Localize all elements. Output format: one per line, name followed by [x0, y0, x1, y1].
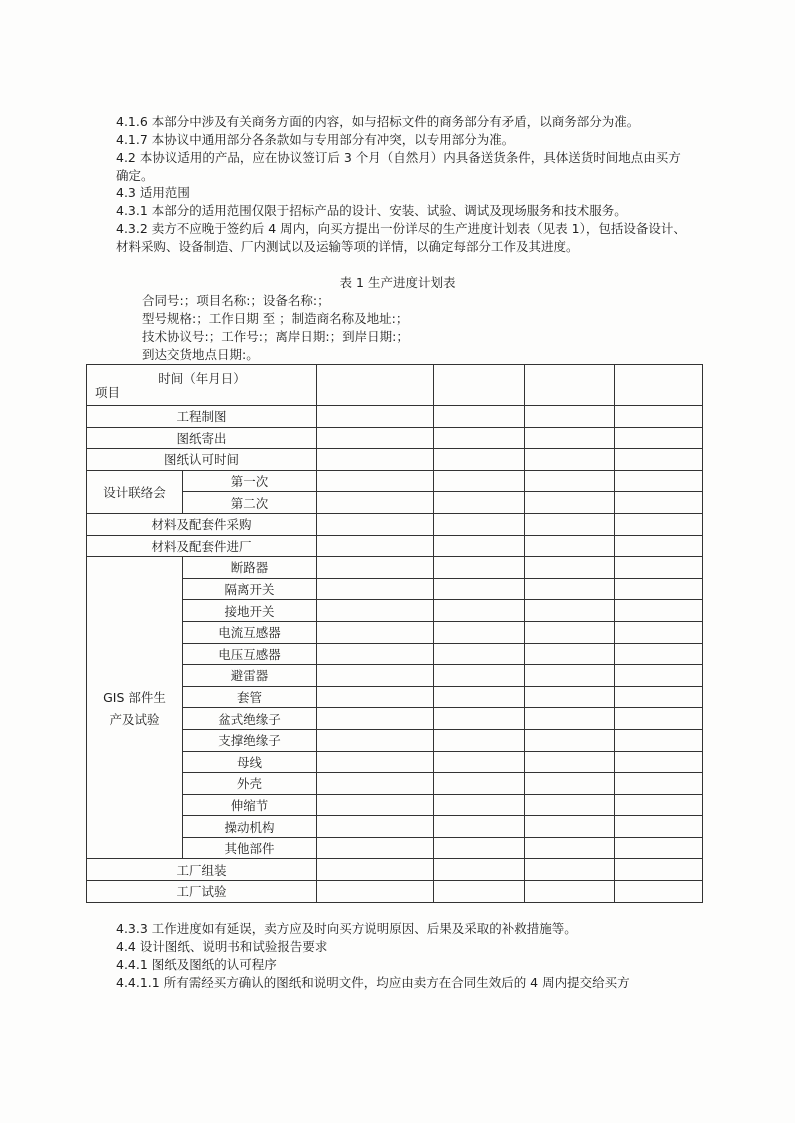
row-label: 操动机构: [183, 816, 317, 838]
row-label: 避雷器: [183, 665, 317, 687]
production-schedule-table: [86, 364, 703, 903]
row-label: 材料及配套件采购: [87, 513, 317, 535]
table-row: [87, 859, 703, 881]
header-info-line: 到达交货地点日期:。: [142, 347, 259, 362]
row-label: 断路器: [183, 557, 317, 579]
para-4-1-6: 4.1.6 本部分中涉及有关商务方面的内容，如与招标文件的商务部分有矛盾，以商务部分为准。: [116, 114, 640, 129]
header-info-line: 合同号:；项目名称:；设备名称:；: [142, 293, 330, 308]
date-cell: [615, 365, 703, 406]
row-label: 支撑绝缘子: [183, 729, 317, 751]
header-info-line: 型号规格:；工作日期 至 ；制造商名称及地址:；: [142, 311, 409, 326]
gis-group-label: [87, 557, 183, 859]
table-row: [87, 535, 703, 557]
row-label: 电压互感器: [183, 643, 317, 665]
date-cell: [317, 365, 434, 406]
row-label: 套管: [183, 686, 317, 708]
table-row: [87, 449, 703, 471]
row-label: 母线: [183, 751, 317, 773]
para-4-3: 4.3 适用范围: [116, 185, 190, 200]
item-header: 项目: [95, 385, 121, 400]
para-4-4-1: 4.4.1 图纸及图纸的认可程序: [116, 957, 277, 972]
row-label: 伸缩节: [183, 794, 317, 816]
row-label: 盆式绝缘子: [183, 708, 317, 730]
para-4-3-3: 4.3.3 工作进度如有延误，卖方应及时向买方说明原因、后果及采取的补救措施等。: [116, 921, 577, 936]
table-row: [87, 406, 703, 428]
row-label: 其他部件: [183, 837, 317, 859]
row-label: 材料及配套件进厂: [87, 535, 317, 557]
row-label: 图纸认可时间: [87, 449, 317, 471]
table-row: [87, 470, 703, 492]
row-label: 工程制图: [87, 406, 317, 428]
row-label: 工厂组装: [87, 859, 317, 881]
design-group-label: 设计联络会: [87, 470, 183, 513]
row-label: 图纸寄出: [87, 427, 317, 449]
date-cell: [434, 365, 525, 406]
para-4-4-1-1: 4.4.1.1 所有需经买方确认的图纸和说明文件，均应由卖方在合同生效后的 4 周内提交给买方: [116, 975, 630, 990]
para-4-4: 4.4 设计图纸、说明书和试验报告要求: [116, 939, 328, 954]
row-label: 第二次: [183, 492, 317, 514]
table-header-row: [87, 365, 703, 406]
table-row: [87, 881, 703, 903]
gis-label-line1: GIS 部件生: [103, 689, 166, 705]
time-header: 时间（年月日）: [158, 371, 246, 386]
table-row: [87, 557, 703, 579]
para-4-1-7: 4.1.7 本协议中通用部分各条款如与专用部分有冲突，以专用部分为准。: [116, 132, 515, 147]
row-label: 外壳: [183, 773, 317, 795]
para-4-2: 4.2 本协议适用的产品，应在协议签订后 3 个月（自然月）内具备送货条件，具体送货时间地点由买方确定。: [116, 150, 681, 183]
row-label: 第一次: [183, 470, 317, 492]
para-4-3-2: 4.3.2 卖方不应晚于签约后 4 周内，向买方提出一份详尽的生产进度计划表（见表 1），包括设备设计、材料采购、设备制造、厂内测试以及运输等项的详情，以确定每部分工作及其进度。: [116, 221, 686, 254]
table-row: [87, 427, 703, 449]
para-4-3-1: 4.3.1 本部分的适用范围仅限于招标产品的设计、安装、试验、调试及现场服务和技术服务。: [116, 203, 627, 218]
corner-header-cell: [87, 365, 317, 406]
table-row: [87, 513, 703, 535]
gis-label-line2: 产及试验: [109, 711, 160, 727]
date-cell: [525, 365, 615, 406]
table-caption: 表 1 生产进度计划表: [339, 275, 456, 290]
row-label: 工厂试验: [87, 881, 317, 903]
header-info-line: 技术协议号:；工作号:；离岸日期:；到岸日期:；: [142, 329, 409, 344]
row-label: 接地开关: [183, 600, 317, 622]
row-label: 隔离开关: [183, 578, 317, 600]
row-label: 电流互感器: [183, 621, 317, 643]
